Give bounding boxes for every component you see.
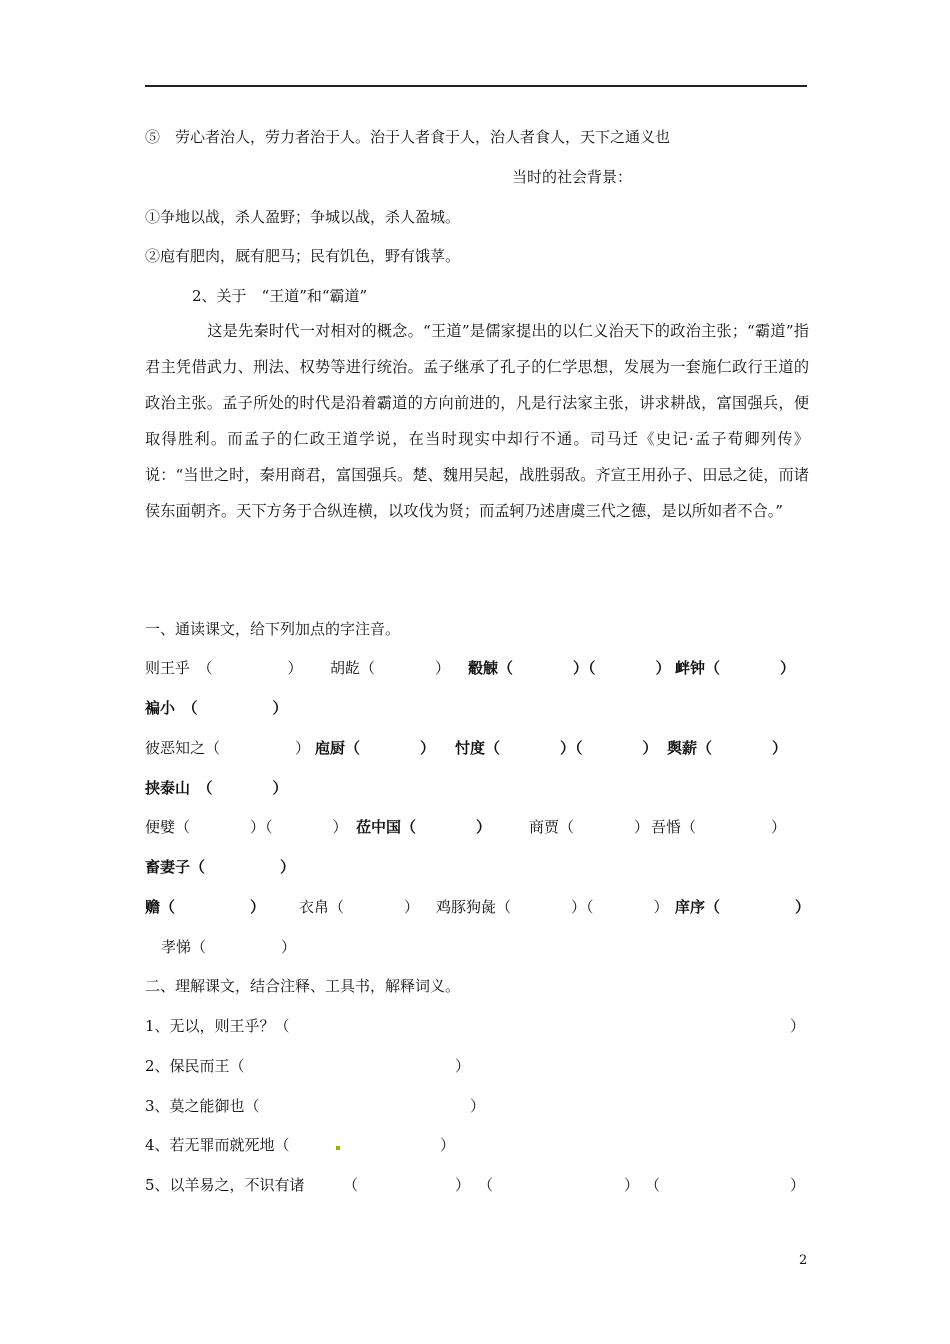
close-paren: ） [470, 1097, 486, 1115]
quote-5: ⑤ 劳心者治人，劳力者治于人。治于人者食于人，治人者食人，天下之通义也 [145, 128, 671, 146]
wangdao-badao-paragraph [145, 313, 809, 529]
pinyin-item: 胡龁（ ） [330, 659, 451, 677]
pinyin-item: 忖度（ ）（ ） [455, 739, 658, 757]
paragraph-text: 这是先秦时代一对相对的概念。“王道”是儒家提出的以仁义治天下的政治主张；“霸道”指君主凭借武力、刑法、权势等进行统治。孟子继承了孔子的仁学思想，发展为一套施仁政行王道的政治主张。孟子所处的时代是沿着霸道的方向前进的，凡是行法家主张，讲求耕战，富国强兵，便取得胜利。而孟子的仁政王道学说，在当时现实中却行不通。司马迁《史记·孟子荀卿列传》说：“当世之时，秦用商君，富国强兵。楚、魏用吴起，战胜弱敌。齐宣王用孙子、田忌之徒，而诸侯东面朝齐。天下方务于合纵连横，以攻伐为贤；而孟轲乃述唐虞三代之德，是以所如者不合。” [145, 322, 809, 520]
pinyin-item: 彼恶知之（ ） [145, 739, 311, 757]
pinyin-item: 吾惛（ ） [651, 818, 787, 836]
background-item-2: ②庖有肥肉，厩有肥马；民有饥色，野有饿莩。 [145, 247, 461, 265]
background-title: 当时的社会背景： [512, 168, 633, 186]
pinyin-item: 舆薪（ ） [667, 739, 788, 757]
pinyin-item: 孝悌（ ） [161, 938, 297, 956]
definition-item: 4、若无罪而就死地（ [145, 1136, 290, 1154]
open-paren: （ [645, 1176, 661, 1194]
background-item-1: ①争地以战，杀人盈野；争城以战，杀人盈城。 [145, 208, 461, 226]
pinyin-item: 挟泰山 （ ） [145, 779, 288, 797]
pinyin-item: 觳觫（ ）（ ） [468, 659, 671, 677]
definition-item: 2、保民而王（ [145, 1057, 245, 1075]
pinyin-item: 衣帛（ ） [299, 898, 420, 916]
pinyin-item: 衅钟（ ） [675, 659, 796, 677]
pinyin-item: 鸡豚狗彘（ ）（ ） [436, 898, 669, 916]
section-2-title: 2、关于 “王道”和“霸道” [192, 287, 368, 305]
definition-item: 5、以羊易之，不识有诸 [145, 1176, 305, 1194]
open-paren: （ [343, 1176, 359, 1194]
close-paren: ） [790, 1176, 806, 1194]
exercise-2-title: 二、理解课文，结合注释、工具书，解释词义。 [145, 977, 461, 995]
exercise-1-title: 一、通读课文，给下列加点的字注音。 [145, 620, 401, 638]
pinyin-item: 庠序（ ） [675, 898, 811, 916]
header-rule [145, 85, 807, 87]
close-paren: ） [455, 1176, 471, 1194]
open-paren: （ [478, 1176, 494, 1194]
close-paren: ） [455, 1057, 471, 1075]
definition-item: 3、莫之能御也（ [145, 1097, 260, 1115]
pinyin-item: 赡（ ） [145, 898, 266, 916]
page-number: 2 [799, 1253, 808, 1268]
pinyin-item: 则王乎 （ ） [145, 659, 303, 677]
close-paren: ） [790, 1017, 806, 1035]
marker-dot [336, 1146, 340, 1150]
pinyin-item: 畜妻子（ ） [145, 858, 296, 876]
pinyin-item: 褊小 （ ） [145, 699, 288, 717]
pinyin-item: 庖厨（ ） [315, 739, 436, 757]
pinyin-item: 商贾（ ） [529, 818, 650, 836]
pinyin-item: 便嬖（ ）（ ） [145, 818, 348, 836]
close-paren: ） [624, 1176, 640, 1194]
definition-item: 1、无以，则王乎？（ [145, 1017, 290, 1035]
close-paren: ） [440, 1136, 456, 1154]
pinyin-item: 莅中国（ ） [356, 818, 492, 836]
